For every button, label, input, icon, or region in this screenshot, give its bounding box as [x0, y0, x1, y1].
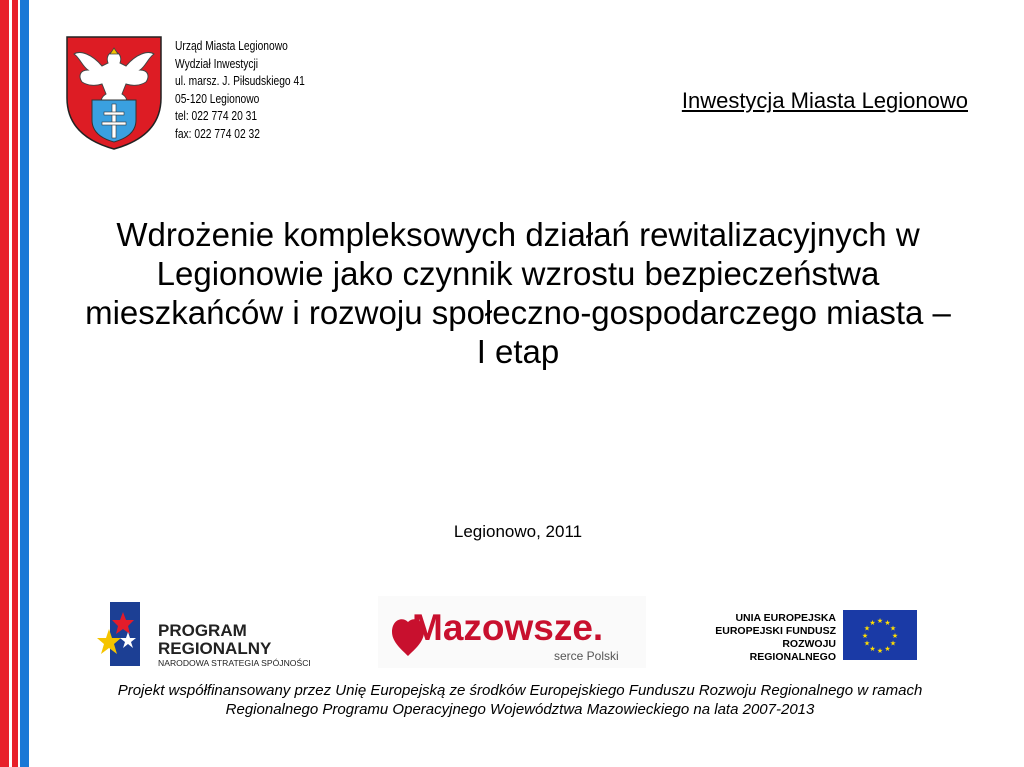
svg-text:★: ★	[889, 639, 897, 648]
legionowo-coat-of-arms-icon	[66, 36, 162, 150]
title-line: Wdrożenie kompleksowych działań rewitalizacyjnych w	[116, 216, 920, 253]
mazowsze-wordmark: Mazowsze.	[412, 607, 604, 648]
svg-text:★: ★	[869, 619, 876, 627]
office-address-block	[175, 38, 305, 144]
footer-line: Regionalnego Programu Operacyjnego Województwa Mazowieckiego na lata 2007-2013	[225, 701, 815, 718]
ue-line3: ROZWOJU REGIONALNEGO	[749, 638, 836, 663]
svg-text:★: ★	[863, 624, 871, 633]
investment-heading: Inwestycja Miasta Legionowo	[681, 88, 968, 113]
svg-text:★: ★	[876, 617, 884, 625]
title-line: mieszkańców i rozwoju społeczno-gospodarczego miasta –	[85, 294, 951, 331]
eu-fund-logo	[698, 600, 924, 668]
office-name: Urząd Miasta Legionowo	[175, 39, 288, 53]
svg-text:★: ★	[891, 632, 899, 640]
project-title	[60, 215, 976, 371]
svg-text:★: ★	[876, 647, 884, 655]
mazowsze-tagline: serce Polski	[554, 649, 619, 663]
svg-text:★: ★	[863, 639, 871, 648]
ue-line2: EUROPEJSKI FUNDUSZ	[715, 625, 836, 637]
office-street: ul. marsz. J. Piłsudskiego 41	[175, 74, 305, 89]
footer-line: Projekt współfinansowany przez Unię Europejską ze środków Europejskiego Funduszu Rozwoju Regionalnego w ramach	[117, 682, 923, 699]
office-phone: tel: 022 774 20 31	[175, 109, 258, 124]
eu-flag-icon	[843, 610, 917, 660]
program-line3: NARODOWA STRATEGIA SPÓJNOŚCI	[158, 658, 311, 668]
svg-text:★: ★	[884, 619, 891, 627]
office-postal: 05-120 Legionowo	[175, 91, 260, 106]
svg-text:★: ★	[889, 624, 897, 633]
program-regionalny-logo	[94, 598, 326, 670]
title-line: Legionowie jako czynnik wzrostu bezpieczeństwa	[156, 255, 880, 292]
ue-line1: UNIA EUROPEJSKA	[735, 612, 836, 624]
program-line1: PROGRAM	[158, 621, 247, 640]
mazowsze-logo	[378, 596, 646, 668]
program-regionalny-flag-icon	[97, 602, 140, 666]
left-red-stripe	[0, 0, 9, 767]
cofinancing-footer	[40, 681, 1000, 719]
title-line: I etap	[476, 333, 560, 370]
place-date: Legionowo, 2011	[453, 522, 583, 541]
office-fax: fax: 022 774 02 32	[175, 126, 260, 141]
office-department: Wydział Inwestycji	[175, 56, 259, 71]
svg-text:★: ★	[869, 645, 876, 653]
svg-text:★: ★	[861, 632, 869, 640]
svg-text:★: ★	[884, 645, 891, 653]
program-line2: REGIONALNY	[158, 639, 272, 658]
left-blue-stripe	[20, 0, 29, 767]
